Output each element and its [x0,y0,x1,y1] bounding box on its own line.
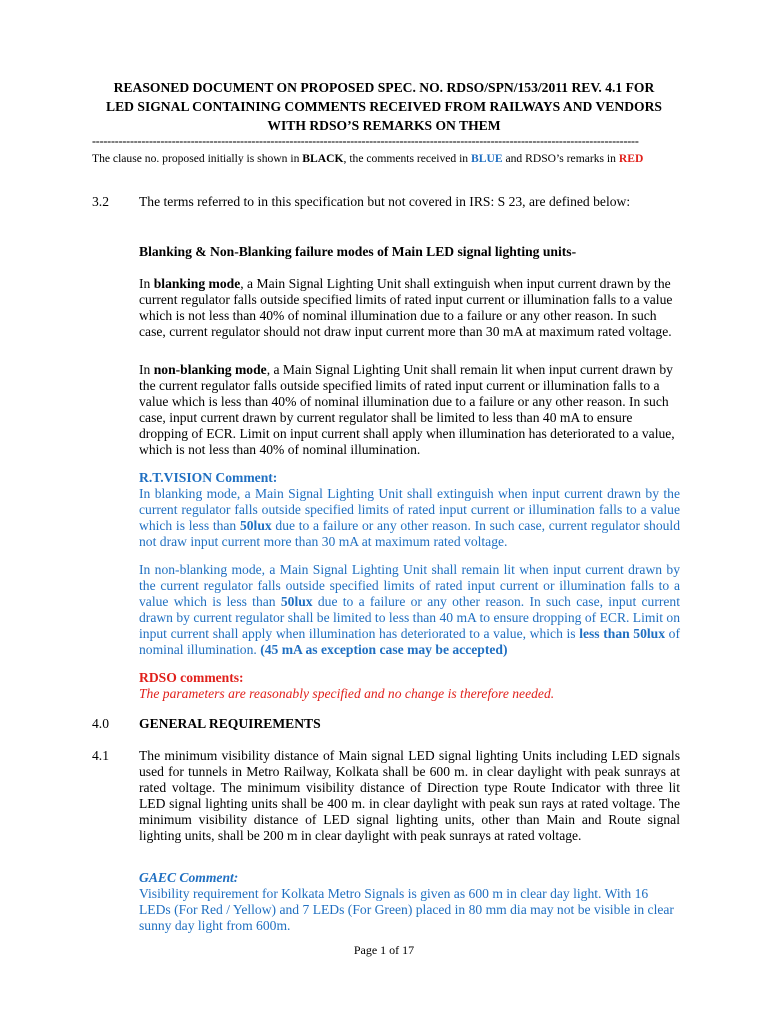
legend-blue: BLUE [471,152,503,165]
clause-3-2-intro: The terms referred to in this specification but not covered in IRS: S 23, are defined below: [139,194,631,209]
bold-span: (45 mA as exception case may be accepted) [260,642,508,657]
legend-text-1: The clause no. proposed initially is shown in [92,152,303,165]
title-line-1: REASONED DOCUMENT ON PROPOSED SPEC. NO. RDSO/SPN/153/2011 REV. 4.1 FOR [113,80,655,95]
page-number: Page 1 of 17 [353,943,415,957]
gaec-comment-heading: GAEC Comment: [139,870,239,885]
document-title [70,78,698,135]
bold-span: less than 50lux [579,626,666,641]
non-blanking-mode-term: non-blanking mode [153,362,267,377]
clause-number-4-1: 4.1 [92,748,109,763]
text-span: In [139,362,154,377]
legend-text-2: , the comments received in [343,152,472,165]
clause-number-3-2: 3.2 [92,194,109,209]
clause-number-4-0: 4.0 [92,716,109,731]
rtvision-comment-non-blanking [139,562,680,658]
rtvision-comment-blanking [139,486,680,550]
rdso-comments-heading: RDSO comments: [139,670,244,685]
clause-4-1-text: The minimum visibility distance of Main signal LED signal lighting Units including LED signals used for tunnels in Metro Railway, Kolkata shall be 600 m. in clear daylight with peak sunrays at rated voltage. The minimum visibility distance of Direction type Route Indicator with three lit LED signal lighting units shall be 400 m. in clear daylight with peak sun rays at rated voltage. The minimum visibility distance of LED signal lighting units, other than Main and Route signal lighting units, shall be 200 m in clear daylight with peak sunrays at rated voltage. [139,748,680,843]
gaec-comment-text: Visibility requirement for Kolkata Metro Signals is given as 600 m in clear day light. With 16 LEDs (For Red / Yellow) and 7 LEDs (For Green) placed in 80 mm dia may not be visible in clear sunny day light from 600m. [139,886,674,933]
text-span: of nominal illumination. [139,626,680,657]
legend-black: BLACK [302,152,344,165]
rdso-comments-text: The parameters are reasonably specified and no change is therefore needed. [139,686,555,701]
legend-red: RED [618,152,644,165]
text-span: due to a failure or any other reason. In such case, input current drawn by current regulator shall be limited to less than 40 mA to ensure dropping of ECR. Limit on input current shall apply when illumination has deteriorated to a value, which is [139,594,681,641]
bold-span: 50lux [239,518,272,533]
non-blanking-mode-paragraph [139,362,680,458]
bold-span: 50lux [280,594,313,609]
text-span: , a Main Signal Lighting Unit shall extinguish when input current drawn by the current regulator falls outside specified limits of rated input current or illumination falls to a value which is not less than 40% of nominal illumination due to a failure or any other reason. In such case, current regulator should not draw input current more than 30 mA at maximum rated voltage. [139,276,673,339]
text-span: In blanking mode, a Main Signal Lighting Unit shall extinguish when input current drawn by the current regulator falls outside specified limits of rated input current or illumination falls to a value which is less than [139,486,680,533]
dashed-divider: ------------------------------------------------------------------------------------------------------------------------------------------------ [92,134,639,148]
blanking-mode-paragraph [139,276,680,340]
text-span: due to a failure or any other reason. In such case, current regulator should not draw input current more than 30 mA at maximum rated voltage. [139,518,680,549]
text-span: In [139,276,154,291]
color-legend [92,151,702,166]
title-line-2: LED SIGNAL CONTAINING COMMENTS RECEIVED FROM RAILWAYS AND VENDORS [106,99,662,114]
blanking-mode-term: blanking mode [153,276,241,291]
text-span: , a Main Signal Lighting Unit shall remain lit when input current drawn by the current regulator falls outside specified limits of rated input current or illumination falls to a value which is less than 40% of nominal illumination due to a failure or any other reason. In such case, input current drawn by current regulator shall be limited to less than 40 mA to ensure dropping of ECR. Limit on input current shall apply when illumination has deteriorated to a value, which is not less than 40% of nominal illumination. [139,362,675,457]
legend-text-3: and RDSO’s remarks in [502,152,619,165]
title-line-3: WITH RDSO’S REMARKS ON THEM [267,118,501,133]
rtvision-comment-heading: R.T.VISION Comment: [139,470,278,485]
clause-3-2-heading: Blanking & Non-Blanking failure modes of Main LED signal lighting units- [139,244,577,259]
text-span: In non-blanking mode, a Main Signal Lighting Unit shall remain lit when input current drawn by the current regulator falls outside specified limits of rated input current or illumination falls to a value which is less than [139,562,680,609]
general-requirements-heading: GENERAL REQUIREMENTS [139,716,321,731]
